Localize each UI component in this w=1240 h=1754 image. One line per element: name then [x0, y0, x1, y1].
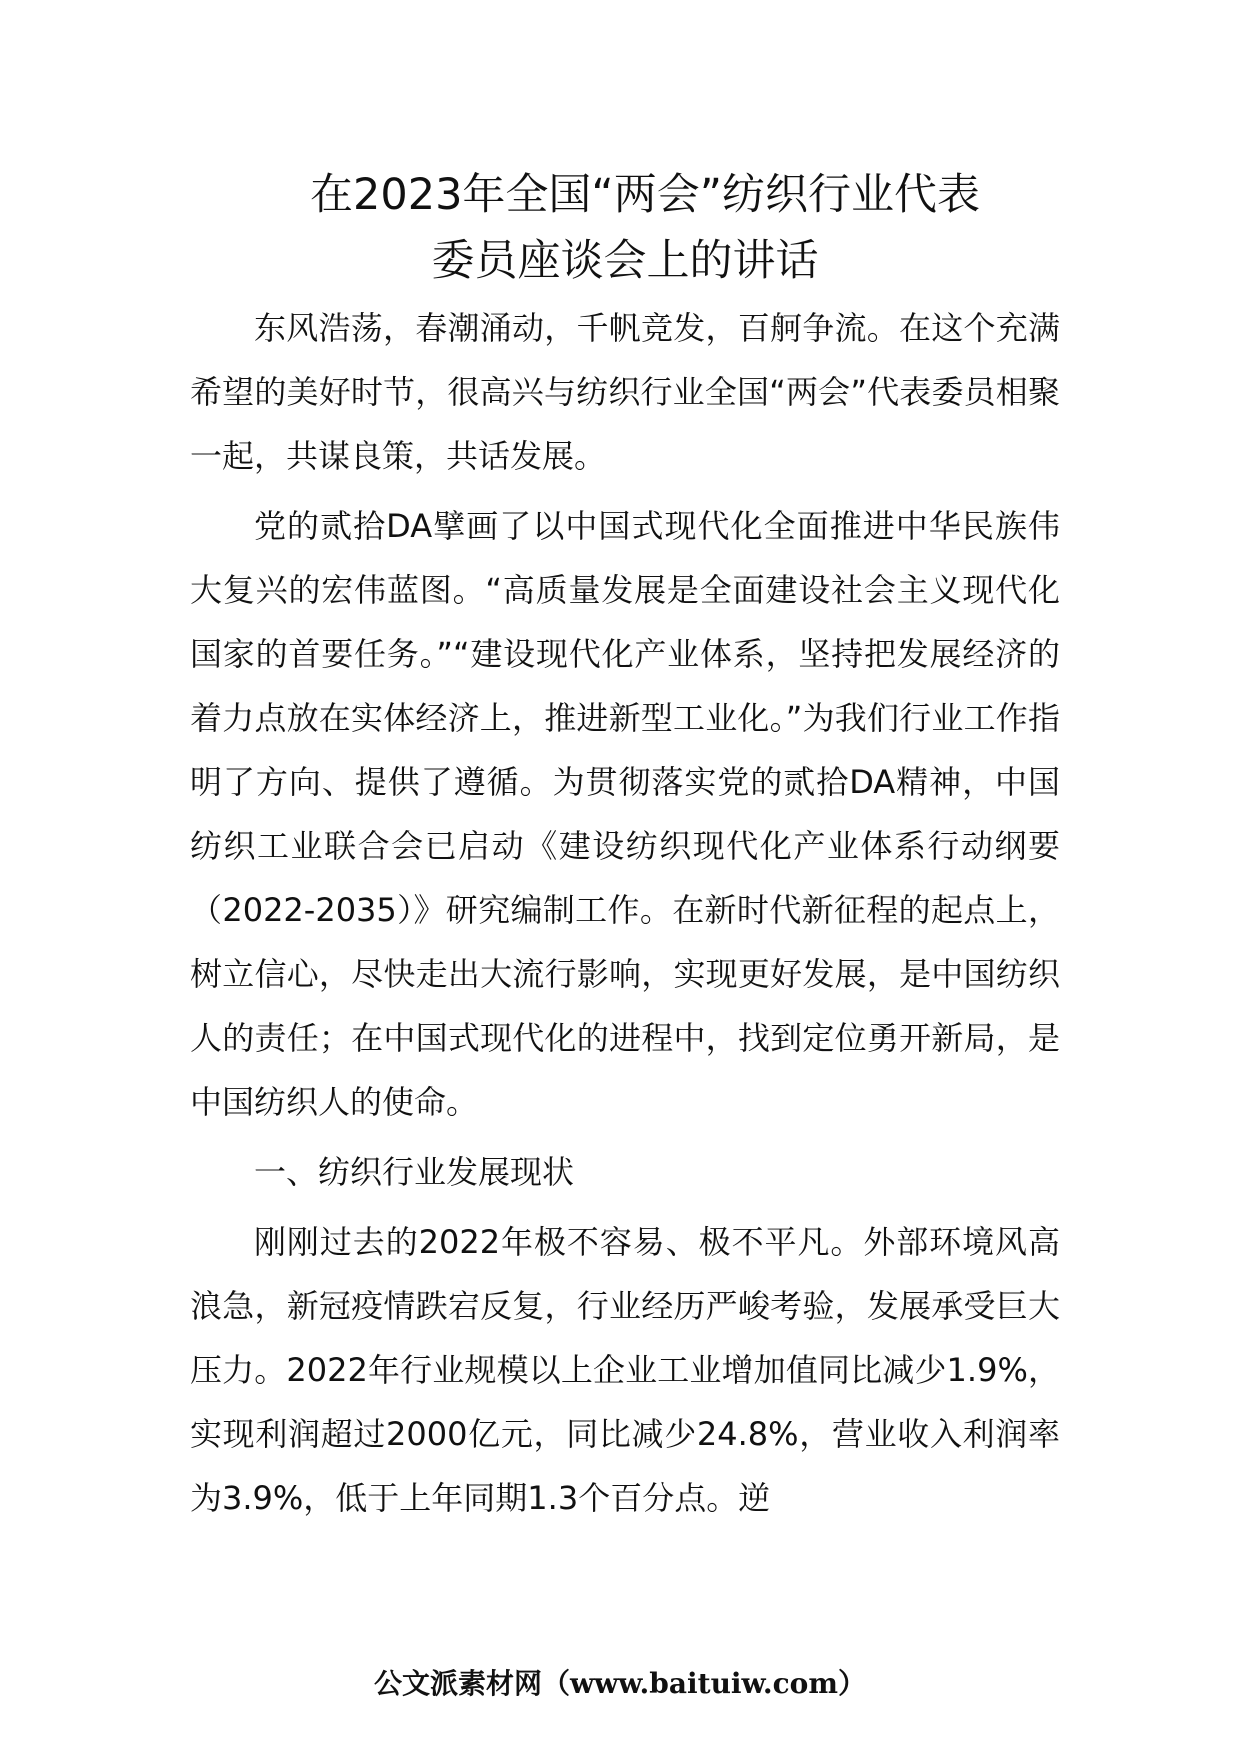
footer-watermark: 公文派素材网（www.baituiw.com）: [374, 1667, 866, 1700]
document-title-line-2: 委员座谈会上的讲话: [431, 236, 819, 286]
section-paragraph: 刚刚过去的2022年极不容易、极不平凡。外部环境风高浪急，新冠疫情跌宕反复，行业经历严峻考验，发展承受巨大压力。2022年行业规模以上企业工业增加值同比减少1.9%，实现利润超过2000亿元，同比减少24.8%，营业收入利润率为3.9%，低于上年同期1.3个百分点。逆: [190, 1223, 1060, 1517]
document-body: [190, 296, 1060, 1536]
body-paragraph: 党的贰拾DA擘画了以中国式现代化全面推进中华民族伟大复兴的宏伟蓝图。“高质量发展是全面建设社会主义现代化国家的首要任务。”“建设现代化产业体系，坚持把发展经济的着力点放在实体经济上，推进新型工业化。”为我们行业工作指明了方向、提供了遵循。为贯彻落实党的贰拾DA精神，中国纺织工业联合会已启动《建设纺织现代化产业体系行动纲要（2022-2035）》研究编制工作。在新时代新征程的起点上，树立信心，尽快走出大流行影响，实现更好发展，是中国纺织人的责任；在中国式现代化的进程中，找到定位勇开新局，是中国纺织人的使命。: [190, 507, 1060, 1121]
body-paragraph: 东风浩荡，春潮涌动，千帆竞发，百舸争流。在这个充满希望的美好时节，很高兴与纺织行业全国“两会”代表委员相聚一起，共谋良策，共话发展。: [190, 309, 1060, 475]
section-heading: 一、纺织行业发展现状: [254, 1153, 575, 1191]
document-title-line-1: 在2023年全国“两会”纺织行业代表: [310, 170, 980, 220]
